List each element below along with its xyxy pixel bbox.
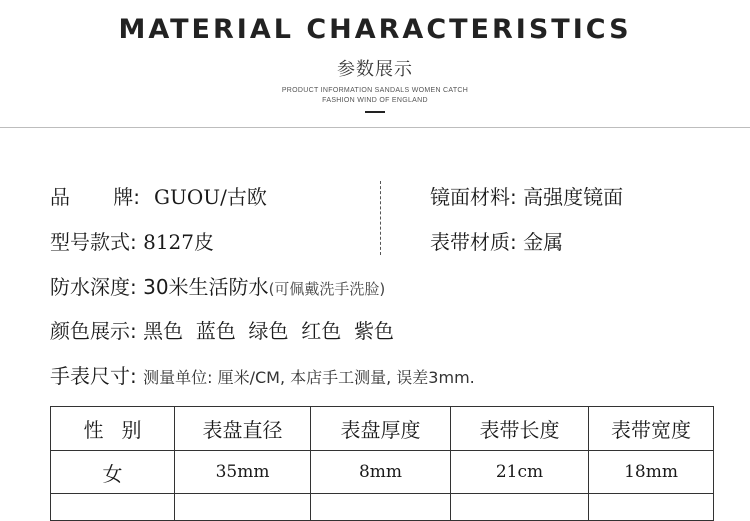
table-cell-empty <box>451 494 589 521</box>
spec-row-size <box>50 360 475 389</box>
spec-row-colors <box>50 315 394 344</box>
table-cell-empty <box>51 494 175 521</box>
section-title: MATERIAL CHARACTERISTICS <box>118 14 632 45</box>
spec-row-mirror <box>430 181 623 210</box>
table-row <box>51 451 714 494</box>
table-cell: 21cm <box>451 451 589 494</box>
table-cell-empty <box>311 494 451 521</box>
table-row-empty <box>51 494 714 521</box>
section-header <box>0 0 750 128</box>
color-value: 黑色 蓝色 绿色 红色 紫色 <box>143 319 394 343</box>
size-value: 测量单位: 厘米/CM, 本店手工测量, 误差3mm. <box>143 368 475 387</box>
brand-label-part-1: 品 <box>50 185 70 209</box>
brand-label-part-2: 牌: <box>113 185 140 209</box>
size-table <box>50 406 714 521</box>
water-label: 防水深度: <box>50 275 137 299</box>
table-header-row <box>51 407 714 451</box>
header-gender: 性别 <box>83 418 160 442</box>
model-label: 型号款式: <box>50 230 137 254</box>
table-header-cell: 表盘厚度 <box>311 407 451 451</box>
water-note: (可佩戴洗手洗脸) <box>268 280 386 298</box>
brand-value: GUOU/古欧 <box>154 185 267 209</box>
mirror-value: 高强度镜面 <box>523 185 624 209</box>
table-cell: 8mm <box>311 451 451 494</box>
english-tagline-1: PRODUCT INFORMATION SANDALS WOMEN CATCH <box>281 87 469 94</box>
spec-row-model <box>50 226 214 255</box>
title-underline-bar <box>365 111 385 113</box>
vertical-dashed-divider <box>380 181 381 255</box>
spec-row-water <box>50 271 385 300</box>
mirror-label: 镜面材料: <box>430 185 517 209</box>
table-cell: 35mm <box>175 451 311 494</box>
strap-label: 表带材质: <box>430 230 517 254</box>
table-header-cell: 表盘直径 <box>175 407 311 451</box>
table-header-cell <box>51 407 175 451</box>
size-label: 手表尺寸: <box>50 364 137 388</box>
model-value: 8127皮 <box>143 230 215 254</box>
english-tagline-2: FASHION WIND OF ENGLAND <box>322 97 428 104</box>
table-cell-empty <box>175 494 311 521</box>
color-label: 颜色展示: <box>50 319 137 343</box>
water-value: 30米生活防水 <box>143 275 269 299</box>
header-divider <box>0 127 750 128</box>
table-cell: 18mm <box>589 451 714 494</box>
strap-value: 金属 <box>523 230 564 254</box>
table-header-cell: 表带长度 <box>451 407 589 451</box>
table-cell: 女 <box>51 451 175 494</box>
table-header-cell: 表带宽度 <box>589 407 714 451</box>
section-subtitle: 参数展示 <box>337 59 413 80</box>
spec-row-strap-material <box>430 226 563 255</box>
brand-label <box>50 181 154 210</box>
spec-row-brand <box>50 181 267 210</box>
table-cell-empty <box>589 494 714 521</box>
